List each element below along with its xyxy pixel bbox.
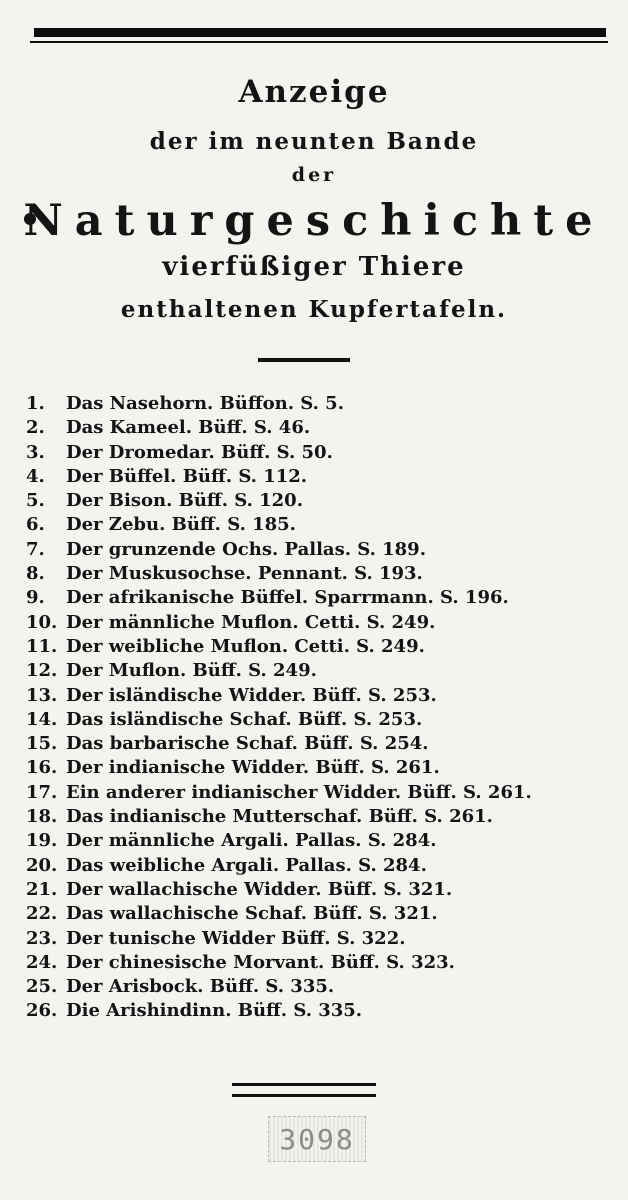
- plate-number: 3.: [26, 441, 45, 463]
- plate-list-item: [26, 756, 616, 780]
- plate-list-item: [26, 416, 616, 440]
- plate-caption: Der chinesische Morvant. Büff. S. 323.: [66, 951, 455, 973]
- plate-list-item: [26, 392, 616, 416]
- plate-list-item: [26, 781, 616, 805]
- plate-caption: Der afrikanische Büffel. Sparrmann. S. 196.: [66, 587, 509, 609]
- plate-list-item: [26, 684, 616, 708]
- plate-list-item: [26, 562, 616, 586]
- plate-caption: Der tunische Widder Büff. S. 322.: [66, 927, 406, 949]
- plate-caption: Der Zebu. Büff. S. 185.: [66, 514, 296, 536]
- plate-caption: Der indianische Widder. Büff. S. 261.: [66, 757, 440, 779]
- plate-number: 13.: [26, 684, 58, 706]
- plate-caption: Das weibliche Argali. Pallas. S. 284.: [66, 854, 427, 876]
- bottom-rule-lower: [232, 1094, 376, 1097]
- plate-caption: Die Arishindinn. Büff. S. 335.: [66, 1000, 363, 1022]
- plate-number: 16.: [26, 757, 58, 779]
- plate-number: 9.: [26, 587, 45, 609]
- plate-list-item: [26, 975, 616, 999]
- plate-number: 8.: [26, 563, 45, 585]
- plate-caption: Der männliche Argali. Pallas. S. 284.: [66, 830, 437, 852]
- plate-number: 21.: [26, 878, 58, 900]
- plate-list-item: [26, 538, 616, 562]
- plate-caption: Das Nasehorn. Büffon. S. 5.: [66, 393, 344, 414]
- plate-number: 26.: [26, 1000, 58, 1022]
- plate-list-item: [26, 732, 616, 756]
- plate-number: 17.: [26, 781, 58, 803]
- plate-list: [26, 392, 616, 1024]
- plate-list-item: [26, 805, 616, 829]
- heading-anzeige: Anzeige: [238, 74, 390, 110]
- plate-list-item: [26, 441, 616, 465]
- bottom-rule-upper: [232, 1083, 376, 1086]
- plate-list-item: [26, 951, 616, 975]
- plate-caption: Der männliche Muflon. Cetti. S. 249.: [66, 611, 436, 633]
- plate-number: 14.: [26, 708, 58, 730]
- plate-caption: Der Büffel. Büff. S. 112.: [66, 465, 308, 487]
- plate-number: 10.: [26, 611, 58, 633]
- plate-list-item: [26, 659, 616, 683]
- plate-number: 2.: [26, 417, 45, 439]
- plate-number: 1.: [26, 393, 45, 414]
- plate-number: 24.: [26, 951, 58, 973]
- heading-naturgeschichte: Naturgeschichte: [23, 196, 605, 246]
- plate-caption: Der isländische Widder. Büff. S. 253.: [66, 684, 437, 706]
- plate-caption: Der grunzende Ochs. Pallas. S. 189.: [66, 538, 426, 560]
- plate-list-item: [26, 489, 616, 513]
- plate-number: 15.: [26, 733, 58, 755]
- plate-number: 4.: [26, 465, 45, 487]
- plate-list-item: [26, 465, 616, 489]
- plate-list-item: [26, 854, 616, 878]
- plate-caption: Der weibliche Muflon. Cetti. S. 249.: [66, 635, 425, 657]
- plate-list-item: [26, 708, 616, 732]
- plate-number: 11.: [26, 635, 58, 657]
- heading-kupfertafeln: enthaltenen Kupfertafeln.: [120, 296, 508, 323]
- plate-list-item: [26, 829, 616, 853]
- plate-caption: Der Muflon. Büff. S. 249.: [66, 660, 317, 682]
- plate-list-item: [26, 611, 616, 635]
- plate-list-item: [26, 927, 616, 951]
- library-stamp-number: 3098: [279, 1122, 355, 1156]
- plate-caption: Das wallachische Schaf. Büff. S. 321.: [66, 903, 438, 925]
- plate-caption: Das indianische Mutterschaf. Büff. S. 261.: [66, 806, 493, 828]
- plate-caption: Ein anderer indianischer Widder. Büff. S. 261.: [66, 781, 532, 803]
- library-stamp: [268, 1116, 366, 1162]
- heading-der: der: [291, 164, 337, 186]
- top-thin-rule: [30, 41, 608, 43]
- plate-list-item: [26, 513, 616, 537]
- plate-number: 20.: [26, 854, 58, 876]
- plate-list-item: [26, 902, 616, 926]
- plate-list-item: [26, 635, 616, 659]
- plate-number: 18.: [26, 806, 58, 828]
- plate-caption: Der Arisbock. Büff. S. 335.: [66, 976, 335, 998]
- plate-number: 19.: [26, 830, 58, 852]
- plate-number: 12.: [26, 660, 58, 682]
- heading-vierfuessiger-thiere: vierfüßiger Thiere: [162, 252, 466, 282]
- plate-caption: Das Kameel. Büff. S. 46.: [66, 417, 311, 439]
- plate-caption: Das barbarische Schaf. Büff. S. 254.: [66, 733, 429, 755]
- plate-number: 25.: [26, 976, 58, 998]
- plate-list-item: [26, 586, 616, 610]
- plate-list-item: [26, 999, 616, 1023]
- heading-volume-line: der im neunten Bande: [149, 128, 479, 155]
- plate-list-item: [26, 878, 616, 902]
- plate-number: 5.: [26, 490, 45, 512]
- plate-number: 22.: [26, 903, 58, 925]
- top-thick-rule: [34, 28, 606, 37]
- plate-number: 23.: [26, 927, 58, 949]
- plate-caption: Der wallachische Widder. Büff. S. 321.: [66, 878, 453, 900]
- plate-caption: Das isländische Schaf. Büff. S. 253.: [66, 708, 423, 730]
- plate-number: 7.: [26, 538, 45, 560]
- plate-caption: Der Bison. Büff. S. 120.: [66, 490, 303, 512]
- plate-number: 6.: [26, 514, 45, 536]
- plate-caption: Der Dromedar. Büff. S. 50.: [66, 441, 333, 463]
- section-divider-rule: [258, 358, 350, 362]
- plate-caption: Der Muskusochse. Pennant. S. 193.: [66, 563, 423, 585]
